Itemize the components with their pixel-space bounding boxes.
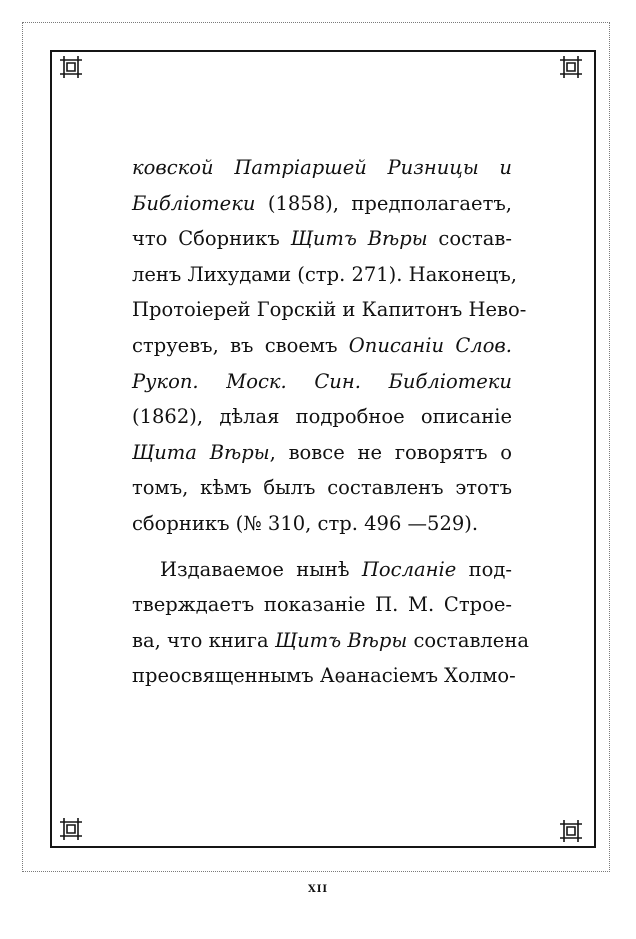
text-segment-italic: Щитъ Вѣры: [290, 227, 428, 251]
text-line: [132, 399, 512, 435]
text-segment: Протоіерей Горскій и Капитонъ Нево-: [132, 298, 527, 322]
text-line: [132, 435, 512, 471]
text-segment: томъ, кѣмъ былъ составленъ этотъ: [132, 476, 512, 500]
page-number: XII: [307, 884, 329, 895]
text-line: [132, 658, 516, 694]
text-line: [132, 221, 512, 257]
text-line: [132, 623, 529, 659]
text-segment: состав-: [427, 227, 512, 251]
text-segment: , вовсе не говорятъ о: [269, 440, 512, 464]
text-segment-italic: Посланіе: [361, 557, 457, 581]
text-segment-italic: Щитъ Вѣры: [274, 628, 408, 652]
text-segment: под-: [456, 557, 512, 581]
text-segment: составлена: [407, 628, 529, 652]
text-segment-italic: Патріаршей Ризницы и: [234, 156, 512, 179]
text-line: [132, 186, 512, 222]
text-segment: сборникъ (№ 310, стр. 496 —529).: [132, 511, 479, 535]
text-segment-italic: Описаніи Слов.: [348, 333, 512, 357]
text-segment-italic: Щита Вѣры: [132, 440, 270, 464]
text-segment: струевъ, въ своемъ: [132, 333, 349, 357]
text-segment-italic: Библіотеки: [132, 191, 256, 215]
text-segment: (1858), предполагаетъ,: [255, 191, 512, 215]
text-line: [132, 470, 512, 506]
body-text: [132, 150, 529, 694]
text-line: [132, 364, 512, 400]
text-segment-italic: Рукоп. Моск. Син. Библіотеки: [132, 369, 512, 393]
text-segment-italic: ковской: [132, 156, 235, 179]
corner-ornament-bottom-right-icon: [556, 816, 586, 846]
corner-ornament-top-right-icon: [556, 52, 586, 82]
text-line: [132, 506, 512, 542]
text-line: [132, 292, 527, 328]
text-segment: Издаваемое нынѣ: [160, 557, 362, 581]
text-line: [132, 328, 512, 364]
text-segment: ленъ Лихудами (стр. 271). Наконецъ,: [132, 262, 517, 286]
text-line: [132, 257, 517, 293]
corner-ornament-top-left-icon: [56, 52, 86, 82]
text-line: [132, 150, 512, 186]
text-line: [132, 587, 512, 623]
text-segment: ва, что книга: [132, 628, 275, 652]
text-segment: преосвященнымъ Аѳанасіемъ Холмо-: [132, 664, 516, 688]
corner-ornament-bottom-left-icon: [56, 814, 86, 844]
text-segment: что Сборникъ: [132, 227, 291, 251]
paragraph-first-line: [132, 552, 512, 588]
text-segment: (1862), дѣлая подробное описаніе: [132, 405, 512, 429]
text-segment: тверждаетъ показаніе П. М. Строе-: [132, 593, 512, 617]
